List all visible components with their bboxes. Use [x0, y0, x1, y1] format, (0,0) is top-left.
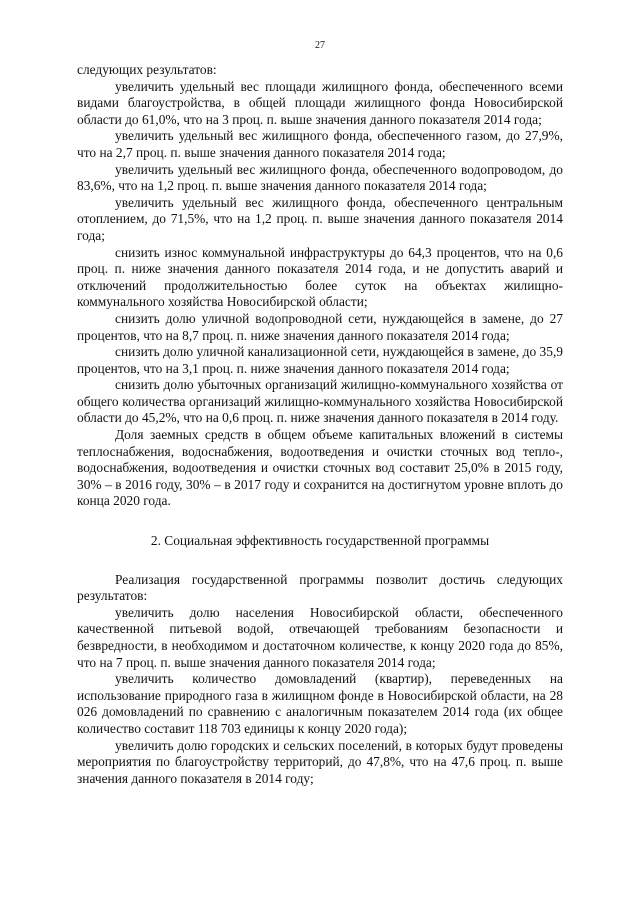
section-heading: 2. Социальная эффективность государственной программы: [150, 533, 490, 549]
paragraph: следующих результатов:: [77, 62, 217, 77]
paragraph: увеличить долю городских и сельских поселений, в которых будут проведены мероприятия по благоустройству территорий, до 47,8%, что на 47,6 проц. п. выше значения данного показателя в 2014 году;: [77, 737, 563, 786]
paragraph: увеличить удельный вес жилищного фонда, обеспеченного центральным отоплением, до 71,5%, что на 1,2 проц. п. выше значения данного показателя 2014 года;: [77, 194, 563, 243]
paragraph: увеличить удельный вес жилищного фонда, обеспеченного водопроводом, до 83,6%, что на 1,2 проц. п. выше значения данного показателя 2014 года;: [77, 161, 563, 194]
paragraph: Реализация государственной программы позволит достичь следующих результатов:: [77, 571, 563, 604]
paragraph: снизить долю уличной водопроводной сети, нуждающейся в замене, до 27 процентов, что на 8,7 проц. п. ниже значения данного показателя 2014 года;: [77, 310, 563, 343]
paragraph: снизить долю уличной канализационной сети, нуждающейся в замене, до 35,9 процентов, что на 3,1 проц. п. ниже значения данного показателя 2014 года;: [77, 344, 563, 376]
paragraph: увеличить удельный вес площади жилищного фонда, обеспеченного всеми видами благоустройства, в общей площади жилищного фонда Новосибирской области до 61,0%, что на 3 проц. п. выше значения данного показателя 2014 года;: [77, 78, 563, 127]
document-body: [77, 62, 563, 787]
paragraph: снизить износ коммунальной инфраструктуры до 64,3 процентов, что на 0,6 проц. п. ниже значения данного показателя 2014 года, и не допустить аварий и отключений продолжительностью более суток на объектах жилищно-коммунального хозяйства Новосибирской области;: [77, 244, 563, 310]
paragraph: увеличить количество домовладений (квартир), переведенных на использование природного газа в жилищном фонде в Новосибирской области, на 28 026 домовладений по сравнению с аналогичным показателем 2014 года (их общее количество составит 118 703 единицы к концу 2020 года);: [77, 671, 563, 736]
paragraph: Доля заемных средств в общем объеме капитальных вложений в системы теплоснабжения, водоснабжения, водоотведения и очистки сточных вод тепло-, водоснабжения, водоотведения и очистки сточных вод составит 25,0% в 2015 году, 30% – в 2016 году, 30% – в 2017 году и сохранится на достигнутом уровне вплоть до конца 2020 года.: [77, 427, 563, 509]
paragraph: увеличить долю населения Новосибирской области, обеспеченного качественной питьевой водой, отвечающей требованиям безопасности и безвредности, в необходимом и достаточном количестве, к концу 2020 года до 85%, что на 7 проц. п. выше значения данного показателя 2014 года;: [77, 604, 563, 670]
paragraph: увеличить удельный вес жилищного фонда, обеспеченного газом, до 27,9%, что на 2,7 проц. п. выше значения данного показателя 2014 года;: [77, 128, 563, 160]
page-number: 27: [315, 40, 325, 51]
paragraph: снизить долю убыточных организаций жилищно-коммунального хозяйства от общего количества организаций жилищно-коммунального хозяйства Новосибирской области до 45,2%, что на 0,6 проц. п. ниже значения данного показателя в 2014 году.: [77, 377, 563, 426]
